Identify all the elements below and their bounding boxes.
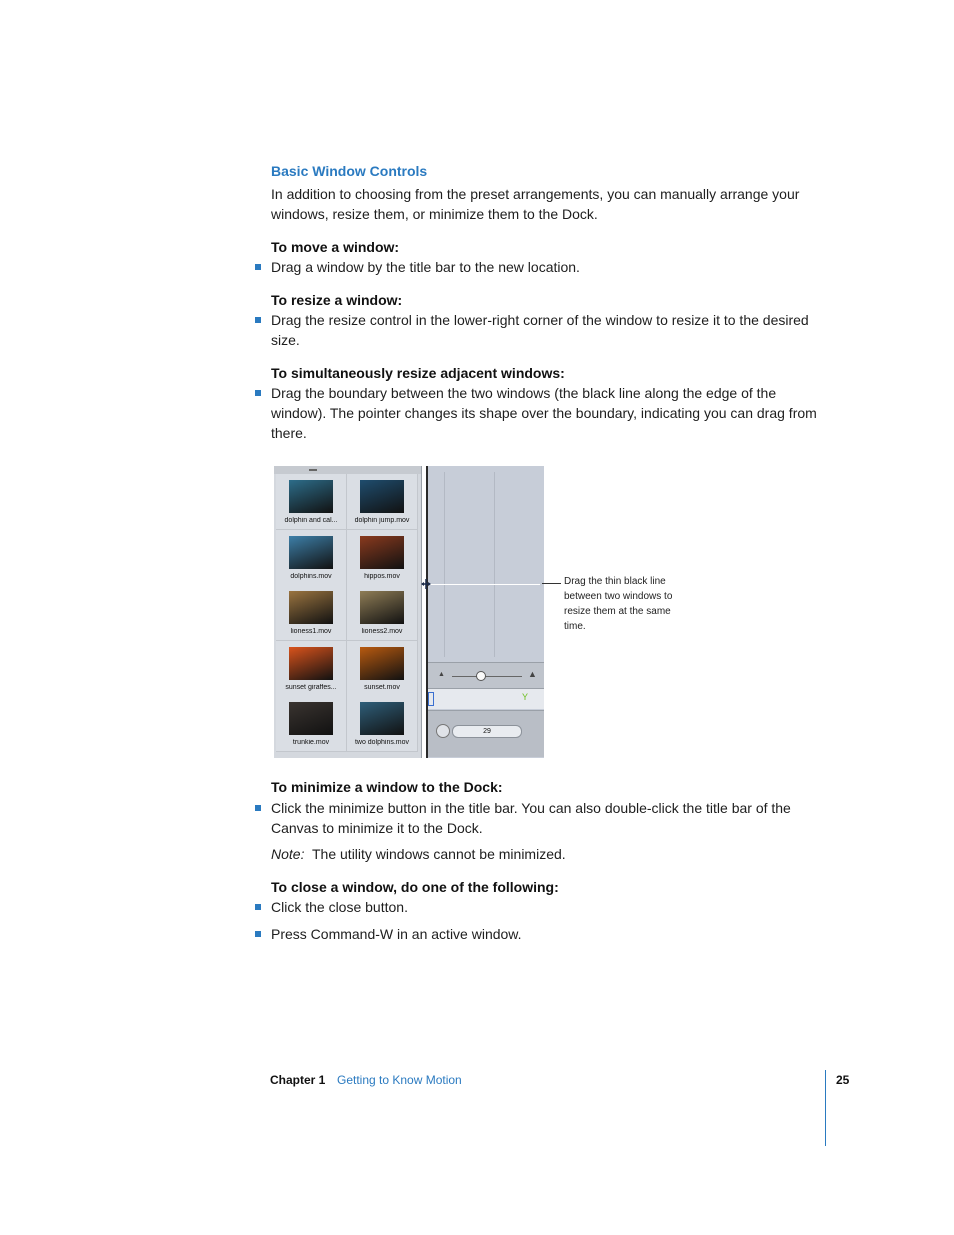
note-text: The utility windows cannot be minimized. — [312, 846, 566, 862]
zoom-slider-bar — [428, 662, 544, 689]
zoom-in-icon[interactable]: ▲ — [528, 669, 537, 679]
bullet-text: Drag the resize control in the lower-right corner of the window to resize it to the desired size. — [271, 312, 809, 348]
intro-paragraph: In addition to choosing from the preset arrangements, you can manually arrange your windows, resize them, or minimize them to the Dock. — [271, 186, 800, 222]
note — [271, 844, 566, 864]
media-thumbnail[interactable] — [347, 474, 418, 530]
guide-line — [494, 472, 495, 657]
task-heading-adjacent: To simultaneously resize adjacent windows: — [271, 365, 565, 381]
thumbnail-caption: dolphins.mov — [290, 572, 332, 580]
media-thumbnail[interactable] — [276, 641, 347, 697]
bullet-square-icon — [255, 931, 261, 937]
media-thumbnail[interactable] — [347, 696, 418, 752]
thumbnail-image — [289, 480, 333, 513]
note-label: Note: — [271, 846, 305, 862]
bullet-text: Drag a window by the title bar to the new location. — [271, 259, 580, 275]
media-browser-window — [274, 466, 422, 758]
section-title: Basic Window Controls — [271, 163, 428, 179]
zoom-slider-knob[interactable] — [476, 671, 486, 681]
bullet-text: Drag the boundary between the two windows (the black line along the edge of the window). The pointer changes its shape over the boundary, indicating you can drag from there. — [271, 385, 817, 441]
page-number: 25 — [836, 1073, 850, 1087]
bullet-square-icon — [255, 264, 261, 270]
media-thumbnail[interactable] — [276, 530, 347, 586]
thumbnail-caption: sunset.mov — [364, 683, 400, 691]
media-thumbnail[interactable] — [276, 585, 347, 641]
footer-rule — [825, 1070, 826, 1146]
bullet-adjacent — [255, 383, 835, 443]
task-heading-close: To close a window, do one of the following: — [271, 879, 559, 895]
bullet-text: Click the minimize button in the title bar. You can also double-click the title bar of the Canvas to minimize it to the Dock. — [271, 800, 791, 836]
transport-bar — [428, 710, 544, 757]
window-boundary-figure — [274, 466, 544, 758]
thumbnail-caption: sunset giraffes... — [285, 683, 337, 691]
timecode-button[interactable] — [436, 724, 450, 738]
media-thumbnail[interactable] — [347, 641, 418, 697]
thumbnail-caption: lioness2.mov — [361, 628, 403, 636]
thumbnail-caption: dolphin and cal... — [284, 517, 338, 524]
zoom-slider-track[interactable] — [452, 676, 522, 677]
media-thumbnail[interactable] — [276, 474, 347, 530]
bullet-close-2 — [255, 924, 835, 944]
browser-top-bar — [274, 466, 421, 474]
bullet-close-1 — [255, 897, 835, 917]
thumbnail-image — [360, 480, 404, 513]
grip-icon — [309, 469, 317, 471]
thumbnail-image — [360, 647, 404, 680]
media-thumbnail[interactable] — [347, 585, 418, 641]
media-thumbnail[interactable] — [347, 530, 418, 586]
thumbnail-image — [289, 702, 333, 735]
footer-chapter-title: Getting to Know Motion — [337, 1073, 462, 1087]
bullet-minimize — [255, 798, 835, 838]
thumbnail-caption: two dolphins.mov — [354, 739, 410, 747]
figure-callout: Drag the thin black line between two windows to resize them at the same time. — [564, 576, 673, 632]
in-point-marker[interactable] — [428, 692, 434, 706]
thumbnail-caption: dolphin jump.mov — [354, 517, 410, 524]
canvas-window — [426, 466, 544, 758]
frame-counter[interactable]: 29 — [452, 725, 522, 738]
task-heading-resize: To resize a window: — [271, 292, 403, 308]
thumbnail-caption: trunkie.mov — [292, 739, 330, 747]
footer-chapter: Chapter 1 — [270, 1073, 326, 1087]
task-heading-minimize: To minimize a window to the Dock: — [271, 779, 503, 795]
resize-cursor-icon — [421, 579, 431, 589]
media-thumbnail[interactable] — [276, 696, 347, 752]
bullet-square-icon — [255, 390, 261, 396]
bullet-square-icon — [255, 317, 261, 323]
callout-leader — [542, 583, 561, 584]
thumbnail-caption: hippos.mov — [364, 572, 400, 580]
bullet-square-icon — [255, 805, 261, 811]
thumbnail-caption: lioness1.mov — [290, 628, 332, 636]
thumbnail-image — [360, 702, 404, 735]
thumbnail-image — [289, 591, 333, 624]
guide-line — [444, 472, 445, 657]
thumbnail-image — [289, 536, 333, 569]
thumbnail-image — [360, 536, 404, 569]
playhead-icon[interactable]: Y — [522, 692, 529, 702]
bullet-text: Press Command-W in an active window. — [271, 926, 522, 942]
thumbnail-image — [289, 647, 333, 680]
task-heading-move: To move a window: — [271, 239, 400, 255]
callout-pointer-line — [428, 584, 540, 585]
zoom-out-icon[interactable]: ▲ — [438, 671, 445, 678]
bullet-resize — [255, 310, 835, 350]
bullet-move — [255, 257, 835, 277]
timeline-ruler — [428, 688, 544, 709]
bullet-square-icon — [255, 904, 261, 910]
bullet-text: Click the close button. — [271, 899, 408, 915]
thumbnail-image — [360, 591, 404, 624]
